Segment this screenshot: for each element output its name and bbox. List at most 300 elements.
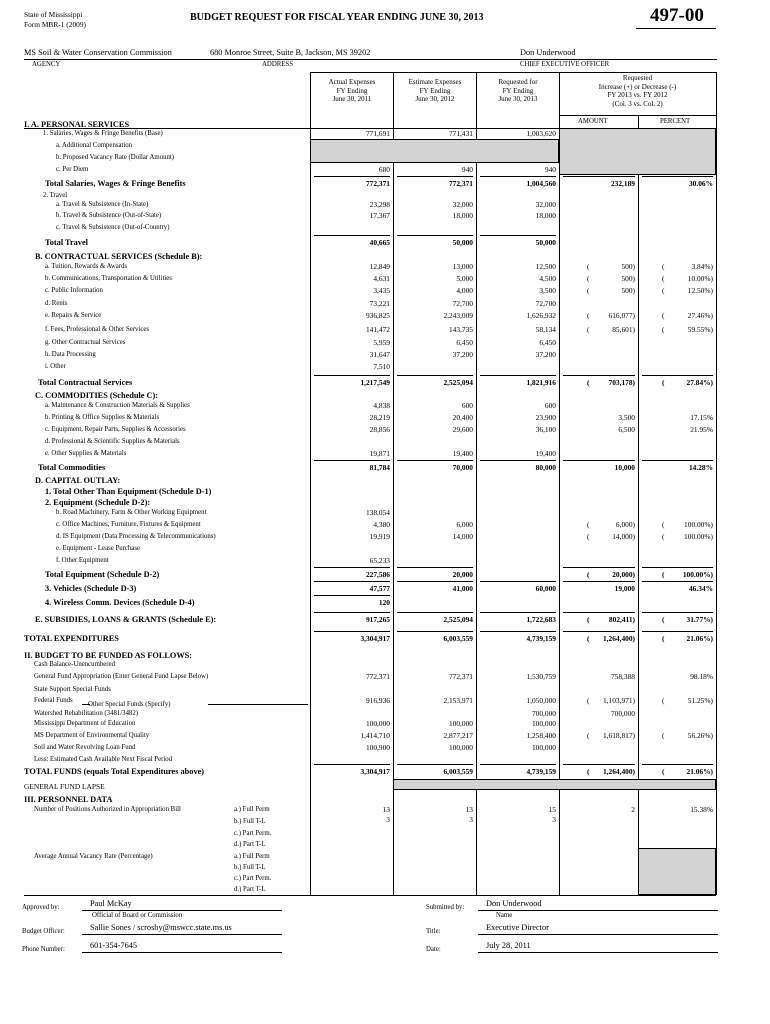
cell-c2: 6,003,559 [443,634,473,643]
total-rule [480,176,556,177]
cell-c1: 141,472 [365,325,390,334]
amount-header: AMOUNT [578,118,608,125]
row-label: c. Travel & Subsistence (Out-of-Country) [56,224,170,231]
total-rule [397,567,473,568]
cell-c2: 772,371 [448,179,473,188]
form-number: Form MBR-1 (2009) [24,20,87,29]
cell-c1: 3,435 [373,286,390,295]
cell-amt: 758,388 [610,672,635,681]
total-rule [397,764,473,765]
cell-amt: 616,077) [608,311,635,320]
row-label: B. CONTRACTUAL SERVICES (Schedule B): [35,252,203,261]
sub-ft: b.) Full T-L [234,818,266,825]
total-rule [563,631,635,632]
cell-c1: 81,784 [369,463,390,472]
cell-c2: 4,000 [456,286,473,295]
cell-c3: 23,900 [535,413,556,422]
cell-c2: 72,700 [452,299,473,308]
cell-c3: 1,050,000 [526,696,556,705]
cell-c2: 600 [461,401,473,410]
row-label: TOTAL FUNDS (equals Total Expenditures above) [24,767,205,776]
fp-amt: 2 [631,805,635,814]
paren-pct: ( [662,634,665,643]
paren-pct: ( [662,262,665,271]
paren-amt: ( [587,378,590,387]
paren-pct: ( [662,696,665,705]
paren-pct: ( [662,767,665,776]
paren-pct: ( [662,731,665,740]
total-rule [563,567,635,568]
other-special-label: Other Special Funds (Specify) [88,701,171,708]
paren-pct: ( [662,311,665,320]
cell-amt: 700,000 [610,709,635,718]
approved-name: Paul McKay [90,899,132,908]
total-rule [642,176,713,177]
total-rule [563,581,635,582]
cell-pct: 100.00%) [684,532,713,541]
cell-amt: 6,000) [615,520,635,529]
row-label: f. Fees, Professional & Other Services [45,326,150,333]
total-rule [563,375,635,376]
percent-header: PERCENT [660,118,691,125]
cell-c3: 1,258,400 [526,731,556,740]
cell-c3: 600 [544,401,556,410]
paren-amt: ( [587,262,590,271]
row-label: a. Tuition, Rewards & Awards [45,263,128,270]
cell-pct: 21.06%) [686,634,713,643]
cell-amt: 14,000) [612,532,635,541]
col1-header: Actual Expenses FY Ending June 30, 2011 [328,78,376,103]
cell-amt: 20,000) [612,570,635,579]
date-label: Date: [426,946,441,953]
cell-c1: 47,577 [369,584,390,593]
cell-c3: 50,000 [535,238,556,247]
row-label: Cash Balance-Unencumbered [34,661,115,668]
cell-c3: 1,821,916 [526,378,556,387]
row-label: TOTAL EXPENDITURES [24,634,119,643]
total-rule [314,631,390,632]
row-label: 2. Equipment (Schedule D-2): [45,498,151,507]
cell-c2: 20,000 [452,570,473,579]
row-label: b. Road Machinery, Farm & Other Working Equipment [56,509,207,516]
cell-c3: 3,500 [539,286,556,295]
cell-c3: 1,626,932 [526,311,556,320]
cell-pct: 27.84%) [686,378,713,387]
row-label: a. Travel & Subsistence (In-State) [56,201,149,208]
cell-pct: 30.06% [688,179,713,188]
paren-amt: ( [587,274,590,283]
cell-c1: 4,838 [373,401,390,410]
cell-c3: 100,000 [531,719,556,728]
total-rule [642,581,713,582]
date-value: July 28, 2011 [486,941,531,950]
cell-pct: 3.84%) [691,262,713,271]
phone-number: 601-354-7645 [90,941,138,950]
title-value: Executive Director [486,923,549,932]
row-label: Soil and Water Revolving Loan Fund [34,744,136,751]
paren-amt: ( [587,286,590,295]
vacancy-label: Average Annual Vacancy Rate (Percentage) [34,853,153,860]
budget-number: 497-00 [650,5,704,26]
cell-c2: 19,400 [452,449,473,458]
cell-pct: 31.77%) [686,615,713,624]
cell-pct: 56.26%) [687,731,713,740]
row-label: State Support Special Funds [34,686,111,693]
cell-pct: 12.50%) [687,286,713,295]
cell-c2: 37,200 [452,350,473,359]
title-label: Title: [426,928,441,935]
cell-c1: 917,265 [365,615,390,624]
row-label: E. SUBSIDIES, LOANS & GRANTS (Schedule E): [35,615,217,624]
paren-amt: ( [587,520,590,529]
row-label: Less: Estimated Cash Available Next Fiscal Period [34,756,173,763]
cell-c3: 36,100 [535,425,556,434]
ft-c2: 3 [469,815,473,824]
cell-c2: 50,000 [452,238,473,247]
row-label: c. Public Information [45,287,103,294]
paren-pct: ( [662,286,665,295]
total-rule [314,595,390,596]
cell-c3: 940 [544,165,556,174]
total-rule [314,581,390,582]
total-rule [314,375,390,376]
paren-pct: ( [662,274,665,283]
paren-amt: ( [587,731,590,740]
cell-amt: 500) [621,274,635,283]
cell-c2: 2,877,217 [443,731,473,740]
row-label: d. IS Equipment (Data Processing & Telecommunications) [56,533,216,540]
cell-c1: 19,871 [369,449,390,458]
cell-c2: 143,735 [448,325,473,334]
col4-header: Requested Increase (+) or Decrease (-) FY 2013 vs. FY 2012 (Col. 3 vs. Col. 2) [598,74,677,108]
row-label: e. Other Supplies & Materials [45,450,127,457]
paren-amt: ( [587,696,590,705]
agency-label: AGENCY [32,61,61,68]
shaded-block [393,779,716,790]
row-label: Total Commodities [38,463,106,472]
row-label: 1. Salaries, Wages & Fringe Benefits (Base) [43,130,163,137]
row-label: b. Communications, Transportation & Utilities [45,275,172,282]
total-rule [397,176,473,177]
total-rule [397,631,473,632]
paren-pct: ( [662,378,665,387]
cell-c2: 771,431 [448,129,473,138]
page-title: BUDGET REQUEST FOR FISCAL YEAR ENDING JUNE 30, 2013 [190,12,484,23]
total-rule [563,612,635,613]
row-label: b. Travel & Subsistence (Out-of-State) [56,212,162,219]
cell-amt: 10,000 [614,463,635,472]
cell-c1: 17,367 [369,211,390,220]
cell-c3: 4,500 [539,274,556,283]
fp-c2: 13 [465,805,473,814]
paren-amt: ( [587,311,590,320]
row-label: Total Travel [45,238,88,247]
sub-fp-2: a.) Full Perm [234,853,270,860]
total-rule [642,460,713,461]
cell-c1: 4,631 [373,274,390,283]
total-rule [480,631,556,632]
cell-c1: 73,221 [369,299,390,308]
paren-pct: ( [662,325,665,334]
col2-header: Estimate Expenses FY Ending June 30, 2012 [408,78,462,103]
total-rule [397,460,473,461]
row-label: Federal Funds [34,697,73,704]
cell-c3: 1,530,759 [526,672,556,681]
cell-c2: 6,003,559 [443,767,473,776]
total-rule [314,460,390,461]
state-name: State of Mississippi [24,10,83,19]
total-rule [642,375,713,376]
row-label: f. Other Equipment [56,557,109,564]
official-label: Official of Board or Commission [92,912,183,919]
cell-c3: 19,400 [535,449,556,458]
col3-header: Requested for FY Ending June 30, 2013 [498,78,538,103]
total-rule [314,176,390,177]
row-label: Total Equipment (Schedule D-2) [45,570,160,579]
total-rule [397,581,473,582]
agency-address: 680 Monroe Street, Suite B, Jackson, MS 39202 [210,48,371,57]
paren-pct: ( [662,520,665,529]
ft-c1: 3 [386,815,390,824]
cell-amt: 500) [621,262,635,271]
cell-c2: 6,000 [456,520,473,529]
row-label: II. BUDGET TO BE FUNDED AS FOLLOWS: [24,651,193,660]
total-rule [480,235,556,236]
cell-c1: 227,586 [365,570,390,579]
row-label: D. CAPITAL OUTLAY: [35,476,121,485]
paren-amt: ( [587,532,590,541]
fp-c1: 13 [382,805,390,814]
cell-c2: 2,525,094 [443,615,473,624]
paren-amt: ( [587,767,590,776]
total-rule [314,764,390,765]
row-label: I. A. PERSONAL SERVICES [24,120,130,129]
ft-c3: 3 [552,815,556,824]
cell-c2: 940 [461,165,473,174]
cell-amt: 1,103,971) [602,696,635,705]
paren-amt: ( [587,634,590,643]
sub-ft-2: b.) Full T-L [234,864,266,871]
cell-pct: 21.95% [690,425,713,434]
cell-c3: 6,450 [539,338,556,347]
cell-c3: 1,004,560 [526,179,556,188]
cell-c1: 1,217,549 [360,378,390,387]
paren-pct: ( [662,570,665,579]
cell-c3: 72,700 [535,299,556,308]
cell-c1: 4,380 [373,520,390,529]
cell-pct: 14.28% [688,463,713,472]
cell-c1: 120 [378,598,390,607]
cell-c2: 6,450 [456,338,473,347]
officer-label: CHIEF EXECUTIVE OFFICER [520,61,610,68]
cell-c2: 2,153,971 [443,696,473,705]
row-label: III. PERSONNEL DATA [24,795,113,804]
row-label: MS Department of Environmental Quality [34,732,150,739]
total-rule [480,764,556,765]
sub-pt: d.) Part T-L [234,841,266,848]
cell-c2: 29,600 [452,425,473,434]
row-label: a. Maintenance & Construction Materials & Supplies [45,402,190,409]
cell-pct: 100.00%) [682,570,713,579]
row-label: d. Professional & Scientific Supplies & Materials [45,438,180,445]
cell-c1: 12,849 [369,262,390,271]
cell-c1: 31,647 [369,350,390,359]
cell-c2: 100,000 [448,743,473,752]
cell-pct: 10.00%) [687,274,713,283]
cell-c3: 1,722,683 [526,615,556,624]
paren-amt: ( [587,570,590,579]
cell-c1: 7,510 [373,362,390,371]
submitted-label: Submitted by: [426,904,465,911]
cell-c3: 18,000 [535,211,556,220]
cell-c2: 100,000 [448,719,473,728]
total-rule [480,375,556,376]
cell-c1: 100,900 [365,743,390,752]
positions-label: Number of Positions Authorized in Appropriation Bill [34,806,181,813]
total-rule [642,612,713,613]
cell-c2: 18,000 [452,211,473,220]
paren-amt: ( [587,615,590,624]
cell-amt: 19,000 [614,584,635,593]
total-rule [397,235,473,236]
cell-c2: 13,000 [452,262,473,271]
row-label: e. Equipment - Lease Purchase [56,545,140,552]
cell-amt: 1,264,400) [602,634,635,643]
cell-c1: 772,371 [365,179,390,188]
cell-c2: 14,000 [452,532,473,541]
cell-pct: 21.06%) [686,767,713,776]
total-rule [397,375,473,376]
total-rule [642,764,713,765]
cell-c1: 19,919 [369,532,390,541]
cell-c3: 12,500 [535,262,556,271]
cell-c3: 32,000 [535,200,556,209]
row-label: b. Printing & Office Supplies & Materials [45,414,160,421]
cell-c1: 936,825 [365,311,390,320]
row-label: c. Per Diem [56,166,89,173]
row-label: 3. Vehicles (Schedule D-3) [45,584,137,593]
shaded-block [310,139,559,163]
cell-c3: 60,000 [535,584,556,593]
cell-c1: 3,304,917 [360,767,390,776]
total-rule [563,176,635,177]
budget-officer-name: Sallie Sones / scrosby@mswcc.state.ms.us [90,923,232,932]
name-label: Name [496,912,513,919]
budget-officer-label: Budget Officer: [22,928,65,935]
cell-pct: 27.46%) [687,311,713,320]
total-rule [314,235,390,236]
cell-amt: 703,178) [608,378,635,387]
row-label: C. COMMODITIES (Schedule C): [35,391,159,400]
cell-c3: 37,200 [535,350,556,359]
shaded-block [559,128,716,175]
approved-label: Approved by: [22,904,60,911]
row-label: Watershed Rehabilitation (3481/3482) [34,710,139,717]
row-label: h. Data Processing [45,351,96,358]
sub-pp: c.) Part Perm. [234,830,272,837]
cell-amt: 500) [621,286,635,295]
cell-pct: 59.55%) [687,325,713,334]
cell-pct: 51.25%) [687,696,713,705]
row-label: General Fund Appropriation (Enter General Fund Lapse Below) [34,673,209,680]
total-rule [397,612,473,613]
cell-c3: 58,134 [535,325,556,334]
row-label: 4. Wireless Comm. Devices (Schedule D-4) [45,598,195,607]
row-label: i. Other [45,363,66,370]
row-label: c. Equipment, Repair Parts, Supplies & Accessories [45,426,186,433]
paren-amt: ( [587,325,590,334]
cell-c1: 65,233 [369,556,390,565]
cell-pct: 100.00%) [684,520,713,529]
row-label: Mississippi Department of Education [34,720,136,727]
cell-c1: 772,371 [365,672,390,681]
sub-pt-2: d.) Part T-L [234,886,266,893]
cell-pct: 46.34% [688,584,713,593]
cell-c3: 4,739,159 [526,634,556,643]
cell-c3: 1,003,620 [526,129,556,138]
cell-amt: 85,601) [612,325,635,334]
row-label: c. Office Machines, Furniture, Fixtures & Equipment [56,521,201,528]
cell-c1: 1,414,710 [360,731,390,740]
cell-c1: 5,959 [373,338,390,347]
total-rule [314,612,390,613]
total-rule [480,612,556,613]
cell-c1: 138,054 [365,508,390,517]
row-label: 1. Total Other Than Equipment (Schedule D-1) [45,487,212,496]
cell-c3: 100,000 [531,743,556,752]
total-rule [480,460,556,461]
cell-c2: 5,000 [456,274,473,283]
agency-name: MS Soil & Water Conservation Commission [24,48,172,57]
phone-label: Phone Number: [22,946,65,953]
total-rule [563,460,635,461]
address-label: ADDRESS [262,61,293,68]
total-rule [563,764,635,765]
cell-amt: 1,618,817) [602,731,635,740]
cell-c1: 680 [378,165,390,174]
total-rule [642,631,713,632]
row-label: e. Repairs & Service [45,312,102,319]
cell-c2: 2,243,009 [443,311,473,320]
total-rule [480,581,556,582]
cell-c1: 916,936 [365,696,390,705]
cell-c1: 100,000 [365,719,390,728]
officer-name: Don Underwood [520,48,576,57]
sub-fp: a.) Full Perm [234,806,270,813]
fp-c3: 15 [548,805,556,814]
row-label: Total Salaries, Wages & Fringe Benefits [45,179,186,188]
cell-c3: 700,000 [531,709,556,718]
cell-amt: 6,500 [618,425,635,434]
cell-c2: 20,400 [452,413,473,422]
cell-c1: 28,219 [369,413,390,422]
cell-amt: 1,264,400) [602,767,635,776]
row-label: Total Contractual Services [38,378,133,387]
cell-c1: 3,304,917 [360,634,390,643]
cell-amt: 232,189 [610,179,635,188]
submitted-name: Don Underwood [486,899,542,908]
total-rule [642,567,713,568]
shaded-block [638,848,716,895]
row-label: a. Additional Compensation [56,142,133,149]
paren-pct: ( [662,532,665,541]
cell-c3: 4,739,159 [526,767,556,776]
cell-c1: 23,298 [369,200,390,209]
cell-c3: 80,000 [535,463,556,472]
cell-pct: 17.15% [690,413,713,422]
row-label: GENERAL FUND LAPSE [24,782,105,791]
row-label: b. Proposed Vacancy Rate (Dollar Amount) [56,154,175,161]
